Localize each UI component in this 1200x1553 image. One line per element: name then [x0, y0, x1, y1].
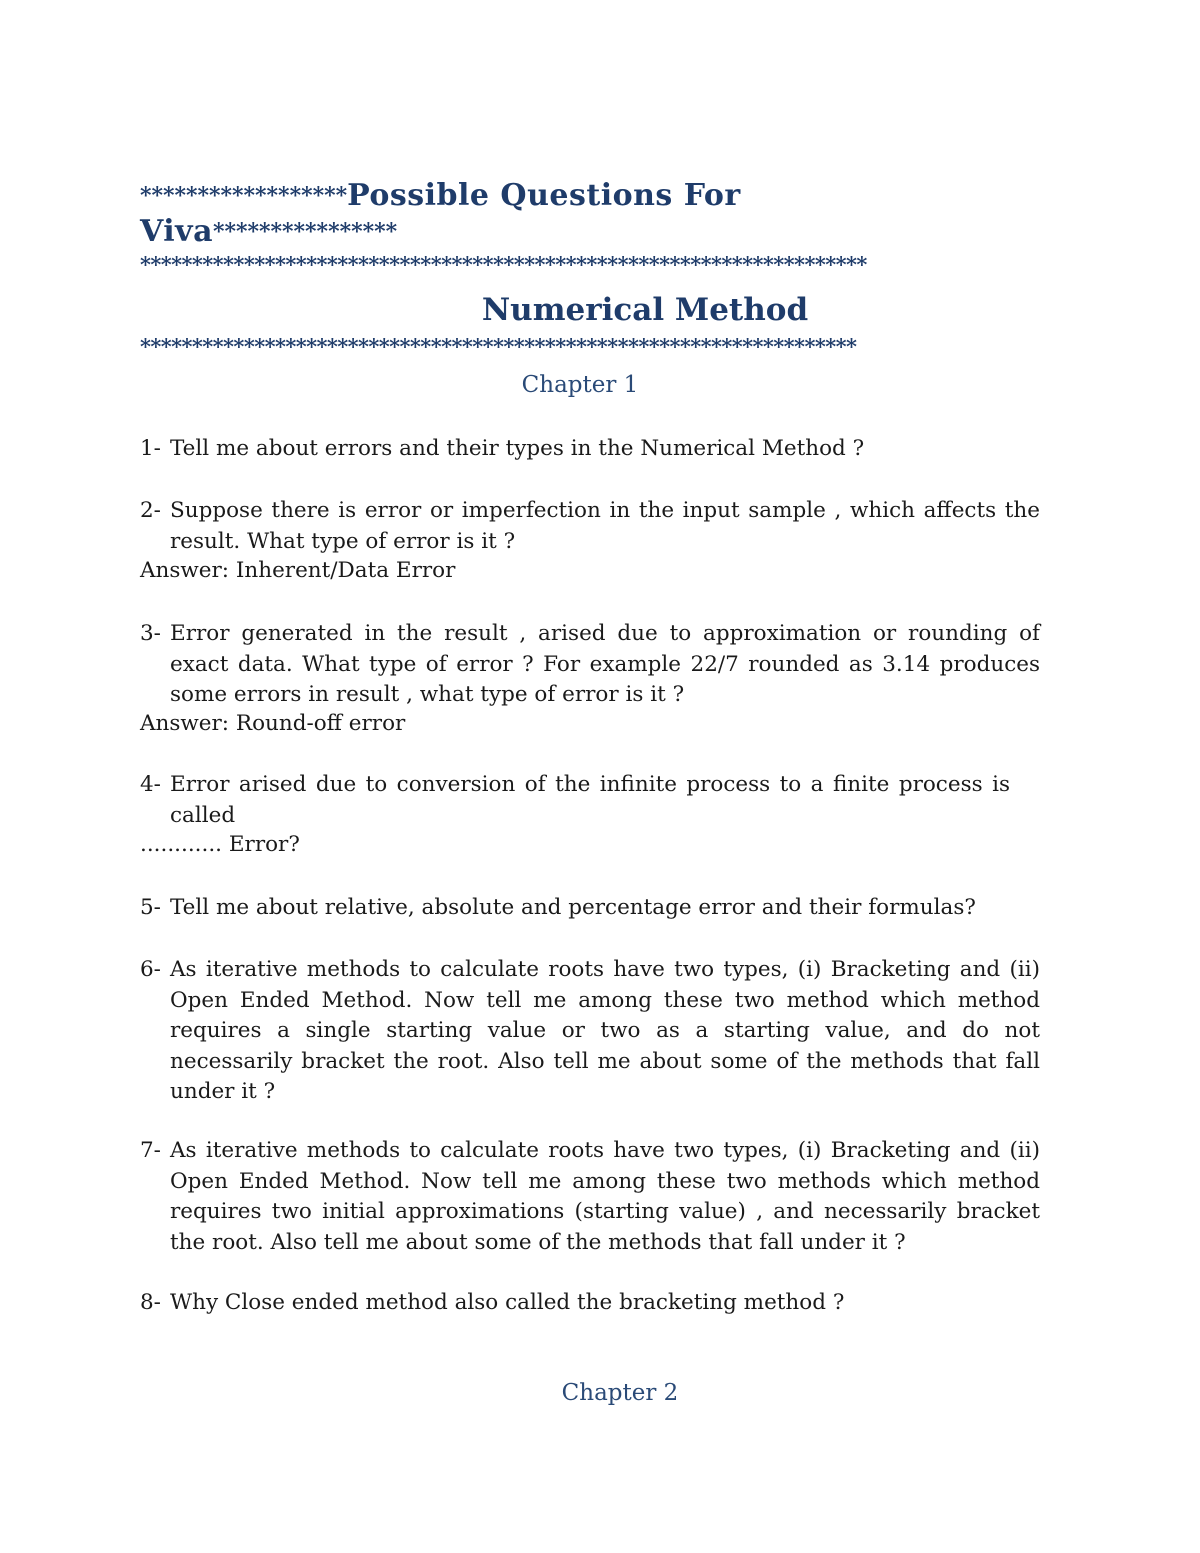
question-text: Why Close ended method also called the bracketing method ?	[170, 1290, 845, 1315]
question-number: 4-	[140, 772, 161, 797]
question-number: 7-	[140, 1138, 161, 1163]
question-text: Error generated in the result , arised due to approximation or rounding of exact data. What type of error ? For example 22/7 rounded as 3.14 produces some errors in result , what type of error is it ?	[170, 621, 1040, 707]
question-5	[140, 893, 1040, 924]
question-8	[140, 1288, 1040, 1319]
title-part2: Viva	[140, 214, 214, 249]
question-text: Tell me about relative, absolute and percentage error and their formulas?	[170, 895, 976, 920]
chapter-1-heading: Chapter 1	[521, 372, 639, 398]
question-2	[140, 496, 1040, 557]
title-part1: Possible Questions For	[347, 178, 741, 213]
title-stars-right: ****************	[213, 219, 398, 245]
chapter-2-heading: Chapter 2	[561, 1380, 679, 1406]
question-3	[140, 619, 1040, 711]
question-text: As iterative methods to calculate roots have two types, (i) Bracketing and (ii) Open Ended Method. Now tell me among these two method which method requires a single starting value or two as a starting value, and do not necessarily bracket the root. Also tell me about some of the methods that fall under it ?	[170, 957, 1040, 1104]
question-text: As iterative methods to calculate roots have two types, (i) Bracketing and (ii) Open Ended Method. Now tell me among these two methods which method requires two initial approximations (starting value) , and necessarily bracket the root. Also tell me about some of the methods that fall under it ?	[170, 1138, 1040, 1255]
star-rule-bottom: *********************************************************************	[140, 334, 857, 359]
title-stars-left: ******************	[140, 183, 348, 209]
star-rule-top: **********************************************************************	[140, 252, 867, 277]
question-6	[140, 955, 1040, 1108]
question-text: Error arised due to conversion of the infinite process to a finite process is called	[170, 772, 1010, 828]
question-number: 5-	[140, 895, 161, 920]
answer-4: ............ Error?	[140, 832, 300, 857]
question-text: Suppose there is error or imperfection in the input sample , which affects the result. What type of error is it ?	[170, 498, 1040, 554]
question-1	[140, 434, 1040, 465]
main-title: Numerical Method	[481, 292, 809, 328]
question-4	[140, 770, 1010, 831]
title-line-1	[140, 178, 741, 213]
question-number: 6-	[140, 957, 161, 982]
question-text: Tell me about errors and their types in the Numerical Method ?	[170, 436, 865, 461]
question-number: 3-	[140, 621, 161, 646]
question-7	[140, 1136, 1040, 1258]
question-number: 2-	[140, 498, 161, 523]
title-line-2	[140, 214, 397, 249]
question-number: 8-	[140, 1290, 161, 1315]
question-number: 1-	[140, 436, 161, 461]
answer-2: Answer: Inherent/Data Error	[140, 558, 456, 583]
answer-3: Answer: Round-off error	[140, 711, 406, 736]
